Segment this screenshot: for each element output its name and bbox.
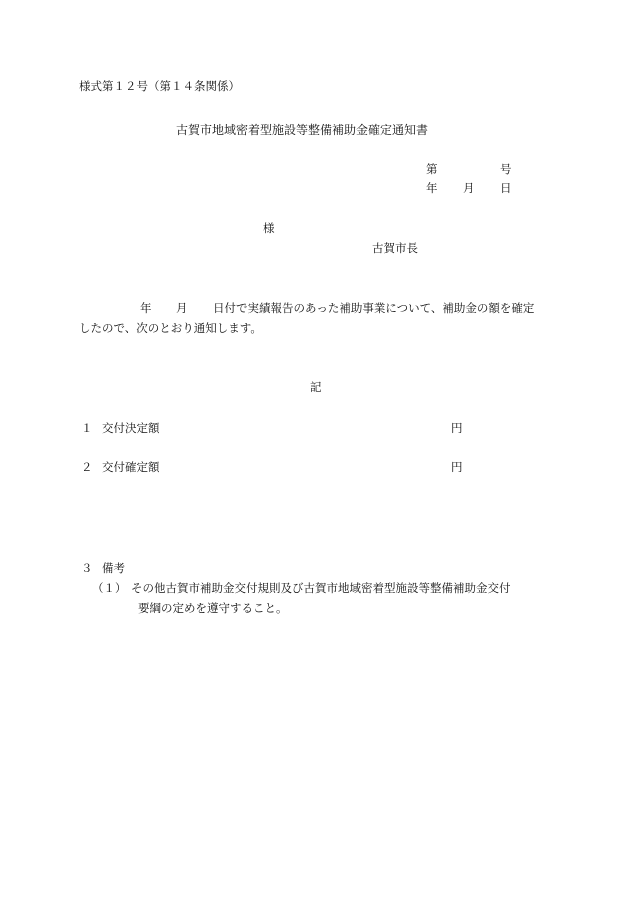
remarks-heading: 備考 [102,561,125,575]
body-line1-text: 日付で実績報告のあった補助事業について、補助金の額を確定 [213,301,535,315]
item-number: ２ [81,460,93,474]
date-day: 日 [500,181,512,195]
date-year: 年 [426,181,438,195]
item-label: 交付決定額 [102,421,160,435]
body-month: 月 [176,301,188,315]
body-year: 年 [140,301,152,315]
doc-number-prefix: 第 [426,162,438,176]
remarks-number: ３ [81,561,93,575]
document-title: 古賀市地域密着型施設等整備補助金確定通知書 [176,123,429,137]
doc-number-suffix: 号 [500,162,512,176]
form-number: 様式第１２号（第１４条関係） [79,79,240,93]
item-label: 交付確定額 [102,460,160,474]
ki-marker: 記 [310,380,322,394]
remarks-line2: 要綱の定めを遵守すること。 [138,601,288,615]
body-line2-text: したので、次のとおり通知します。 [79,321,262,335]
recipient-honorific: 様 [263,221,275,235]
remarks-item-number: （１） [92,581,127,595]
item-number: １ [81,421,93,435]
item-unit: 円 [451,460,463,474]
sender-name: 古賀市長 [372,241,418,255]
date-month: 月 [463,181,475,195]
item-unit: 円 [451,421,463,435]
remarks-line1: その他古賀市補助金交付規則及び古賀市地域密着型施設等整備補助金交付 [131,581,511,595]
